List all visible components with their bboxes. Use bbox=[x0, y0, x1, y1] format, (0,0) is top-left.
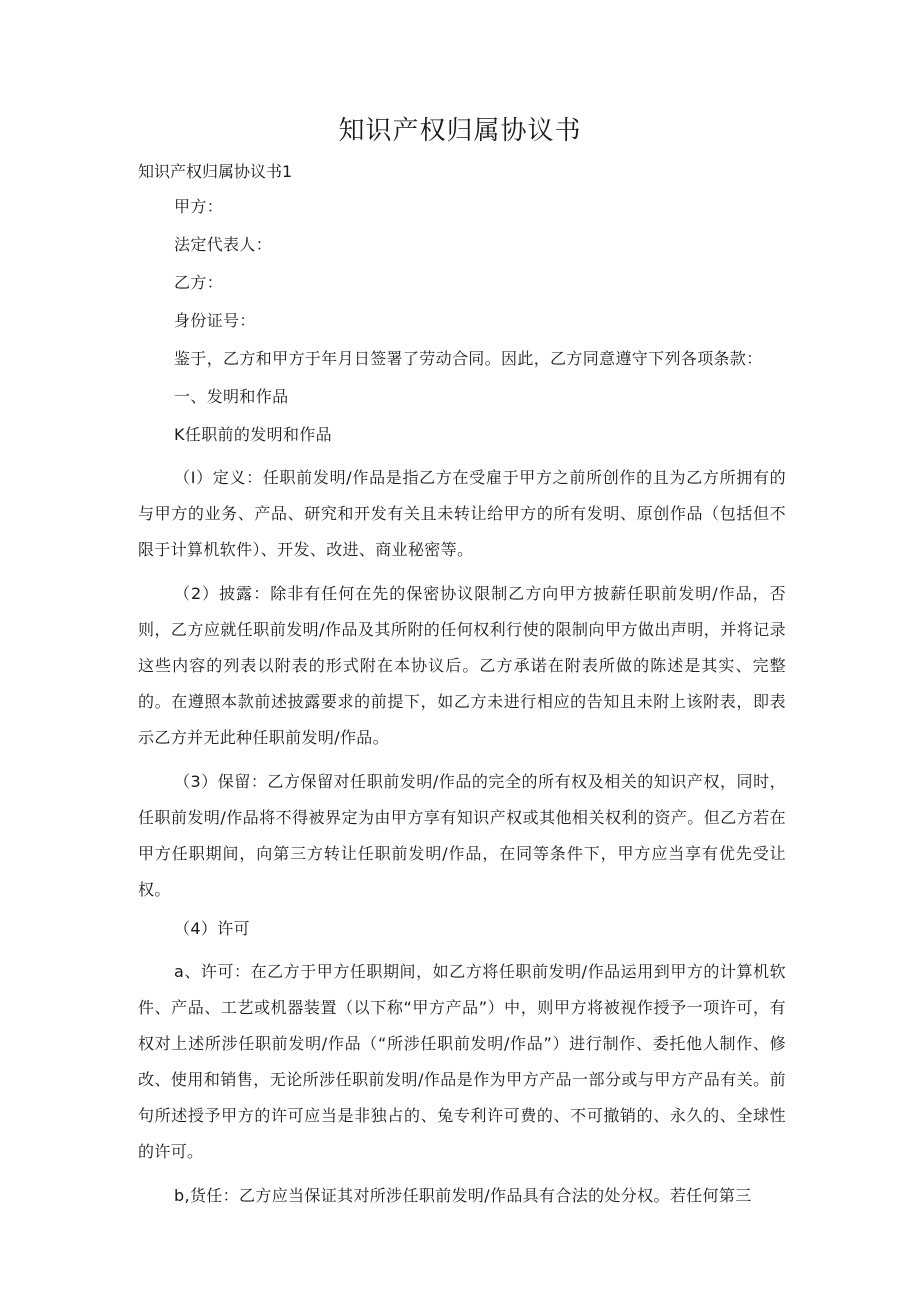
clause-retention: （3）保留：乙方保留对任职前发明/作品的完全的所有权及相关的知识产权，同时，任职前发明/作品将不得被界定为由甲方享有知识产权或其他相关权利的资产。但乙方若在甲方任职期间，向第三方转让任职前发明/作品，在同等条件下，甲方应当享有优先受让权。 bbox=[138, 772, 786, 899]
document-subtitle: 知识产权归属协议书1 bbox=[138, 162, 293, 181]
clause-disclosure: （2）披露：除非有任何在先的保密协议限制乙方向甲方披薪任职前发明/作品，否则，乙方应就任职前发明/作品及其所附的任何权利行使的限制向甲方做出声明，并将记录这些内容的列表以附表的形式附在本协议后。乙方承诺在附表所做的陈述是其实、完整的。在遵照本款前述披露要求的前提下，如乙方未进行相应的告知且未附上该附表，即表示乙方并无此种任职前发明/作品。 bbox=[138, 584, 786, 747]
clause-liability-b: b,货任：乙方应当保证其对所涉任职前发明/作品具有合法的处分权。若任何第三 bbox=[174, 1186, 752, 1205]
clause-license-heading: （4）许可 bbox=[174, 919, 250, 938]
clause-definition: （I）定义：任职前发明/作品是指乙方在受雇于甲方之前所创作的且为乙方所拥有的与甲方的业务、产品、研究和开发有关且未转让给甲方的所有发明、原创作品（包括但不限于计算机软件）、开发、改进、商业秘密等。 bbox=[138, 468, 786, 559]
subsection-heading: K任职前的发明和作品 bbox=[174, 425, 332, 444]
clause-license-a: a、许可：在乙方于甲方任职期间，如乙方将任职前发明/作品运用到甲方的计算机软件、产品、工艺或机器装置（以下称“甲方产品”）中，则甲方将被视作授予一项许可，有权对上述所涉任职前发明/作品（“所涉任职前发明/作品”）进行制作、委托他人制作、修改、使用和销售，无论所涉任职前发明/作品是作为甲方产品一部分或与甲方产品有关。前句所述授予甲方的许可应当是非独占的、兔专利许可费的、不可撤销的、永久的、全球性的许可。 bbox=[138, 962, 786, 1161]
party-a-line: 甲方： bbox=[174, 197, 224, 216]
document-body bbox=[138, 194, 786, 1222]
party-b-line: 乙方： bbox=[174, 273, 224, 292]
legal-representative-line: 法定代表人： bbox=[174, 235, 273, 254]
id-number-line: 身份证号： bbox=[174, 311, 256, 330]
whereas-paragraph: 鉴于，乙方和甲方于年月日签署了劳动合同。因此，乙方同意遵守下列各项条款： bbox=[174, 349, 763, 368]
document-title: 知识产权归属协议书 bbox=[338, 116, 582, 146]
section-heading: 一、发明和作品 bbox=[174, 387, 289, 406]
